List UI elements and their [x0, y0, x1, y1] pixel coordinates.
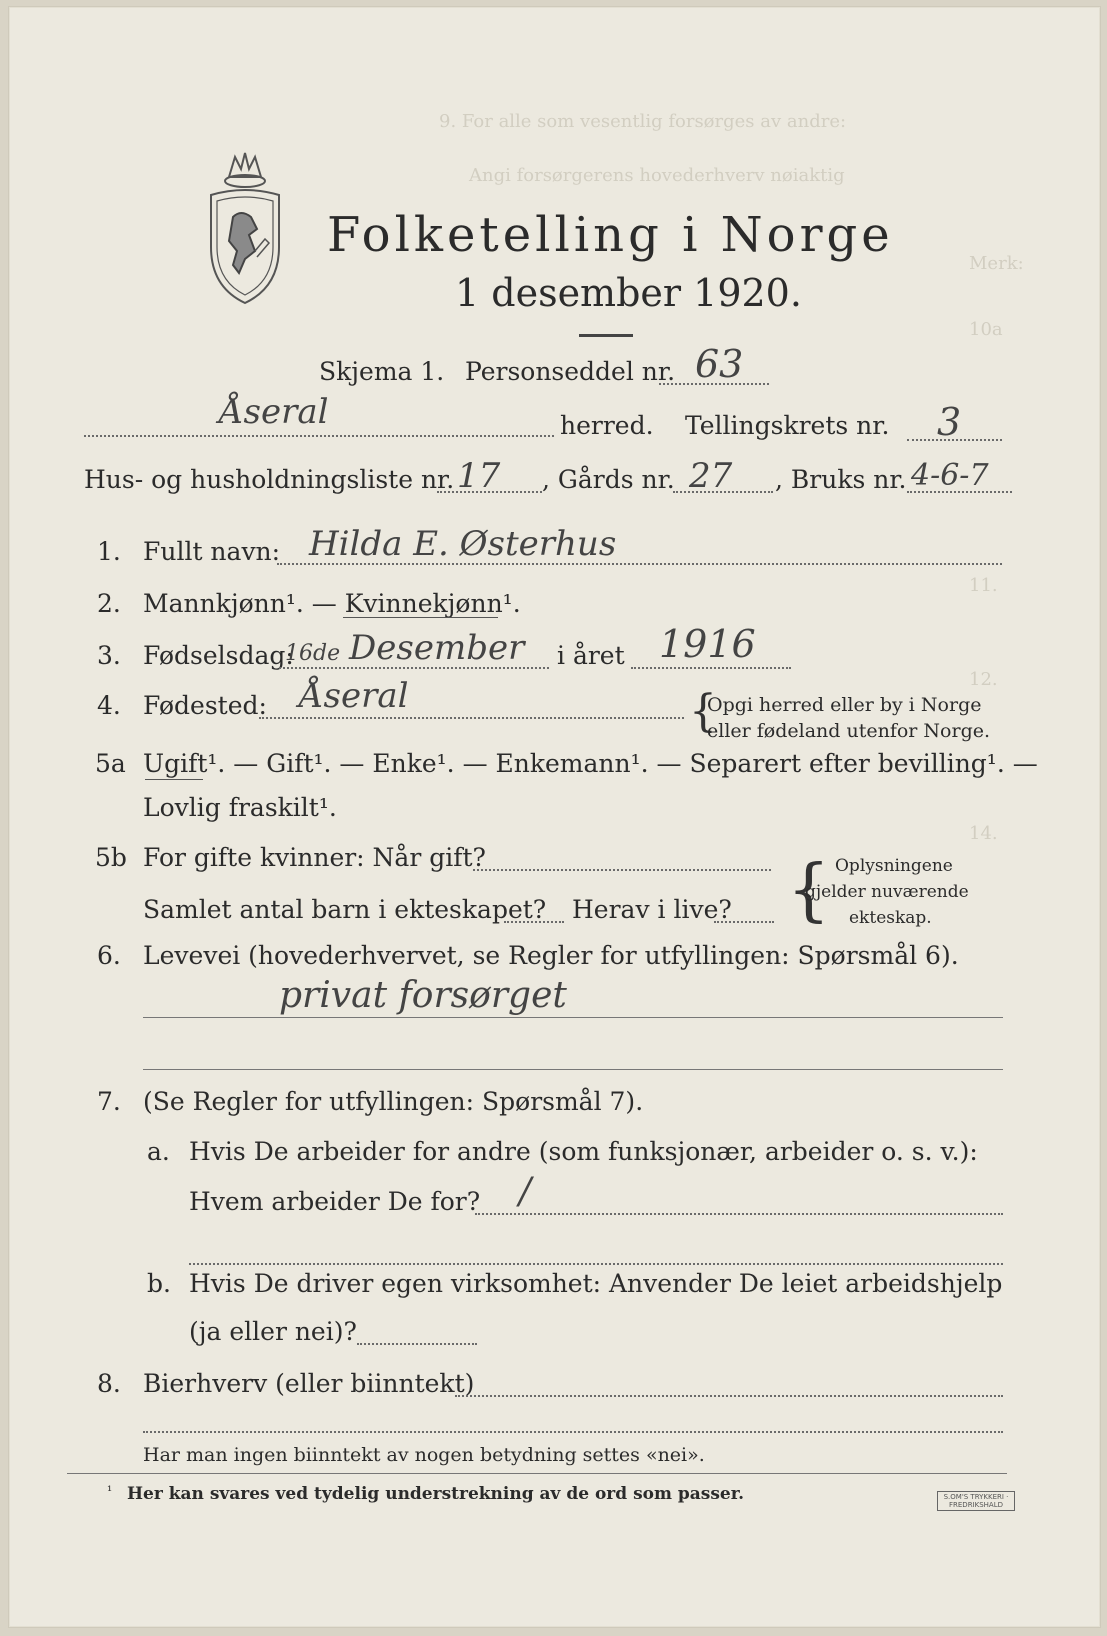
q6-number: 6. [97, 941, 121, 970]
biinntekt-note: Har man ingen biinntekt av nogen betydning settes «nei». [143, 1444, 705, 1466]
schema-label: Skjema 1. [319, 357, 445, 386]
q3-label: Fødselsdag: [143, 641, 294, 670]
q6-text: Levevei (hovederhvervet, se Regler for utfyllingen: Spørsmål 6). [143, 941, 959, 970]
q8-line [455, 1395, 1003, 1397]
q5a-line2: Lovlig fraskilt¹. [143, 793, 337, 822]
hus-value: 17 [457, 456, 501, 496]
q6-value: privat forsørget [279, 975, 567, 1016]
q4-note-line1: Opgi herred eller by i Norge [707, 694, 982, 716]
census-form [8, 6, 1101, 1628]
bleed-through-text: 10a [969, 319, 1003, 340]
footnote-mark: ¹ [107, 1484, 113, 1499]
q2-number: 2. [97, 589, 121, 618]
bleed-through-text: 14. [969, 823, 998, 844]
gards-label: , Gårds nr. [542, 465, 675, 494]
q4-label: Fødested: [143, 691, 267, 720]
q7a-value: / [519, 1171, 532, 1212]
q1-value: Hilda E. Østerhus [309, 524, 617, 564]
personseddel-value: 63 [695, 342, 744, 386]
q5b-note-line1: Oplysningene [835, 856, 953, 876]
tellingskrets-value: 3 [937, 400, 962, 444]
q7b-line2: (ja eller nei)? [189, 1317, 357, 1346]
q3-month-value: Desember [349, 628, 525, 668]
q4-line [259, 717, 684, 719]
q5a-line1: Ugift¹. — Gift¹. — Enke¹. — Enkemann¹. — Separert efter bevilling¹. — [143, 749, 1038, 778]
herred-line [84, 435, 554, 437]
q7b-line [357, 1343, 477, 1345]
hus-label: Hus- og husholdningsliste nr. [84, 465, 455, 494]
q8-extra-line [143, 1431, 1003, 1433]
q7a-line2: Hvem arbeider De for? [189, 1187, 481, 1216]
q4-number: 4. [97, 691, 121, 720]
tellingskrets-label: Tellingskrets nr. [685, 411, 890, 440]
q5a-number: 5a [95, 749, 126, 778]
q6-line2 [143, 1069, 1003, 1070]
q5b-line2a: Samlet antal barn i ekteskapet? [143, 895, 547, 924]
gards-value: 27 [689, 456, 733, 496]
q7-text: (Se Regler for utfyllingen: Spørsmål 7). [143, 1087, 644, 1116]
q3-year-line [631, 667, 791, 669]
q5b-line2b: Herav i live? [572, 895, 732, 924]
coat-of-arms-icon [199, 147, 291, 307]
q7a-number: a. [147, 1137, 170, 1166]
herred-label: herred. [560, 411, 654, 440]
q5b-brace: { [787, 851, 831, 930]
bleed-through-text: 12. [969, 669, 998, 690]
q5b-number: 5b [95, 843, 127, 872]
q4-brace: { [689, 686, 717, 737]
q8-number: 8. [97, 1369, 121, 1398]
q1-label: Fullt navn: [143, 537, 281, 566]
title-divider [579, 334, 633, 337]
q3-number: 3. [97, 641, 121, 670]
form-title: Folketelling i Norge [327, 207, 894, 263]
q5a-underline [145, 779, 203, 780]
bleed-through-text: Angi forsørgerens hovederhverv nøiaktig [469, 165, 845, 186]
bruks-value: 4-6-7 [911, 458, 989, 493]
q1-number: 1. [97, 537, 121, 566]
q7-number: 7. [97, 1087, 121, 1116]
q6-line1 [143, 1017, 1003, 1018]
bleed-through-text: 11. [969, 575, 998, 596]
q5b-note-line3: ekteskap. [849, 908, 932, 928]
bruks-label: , Bruks nr. [775, 465, 907, 494]
herred-value: Åseral [219, 392, 329, 432]
q5b-children-line [504, 921, 564, 923]
q7b-number: b. [147, 1269, 171, 1298]
q3-year-value: 1916 [659, 622, 756, 666]
q3-year-label: i året [557, 641, 625, 670]
q2-text: Mannkjønn¹. — Kvinnekjønn¹. [143, 589, 521, 618]
q5b-note-line2: gjelder nuværende [805, 882, 969, 902]
q4-value: Åseral [299, 676, 409, 716]
q4-note-line2: eller fødeland utenfor Norge. [707, 720, 991, 742]
q7a-extra-line [189, 1263, 1003, 1265]
q2-underline [343, 617, 498, 618]
footnote-divider [67, 1473, 1007, 1474]
printer-stamp: S.OM'S TRYKKERI · FREDRIKSHALD [937, 1491, 1015, 1511]
q7a-line [475, 1213, 1003, 1215]
q7a-line1: Hvis De arbeider for andre (som funksjonær, arbeider o. s. v.): [189, 1137, 978, 1166]
q5b-alive-line [714, 921, 774, 923]
q8-text: Bierhverv (eller biinntekt) [143, 1369, 475, 1398]
q5b-line1: For gifte kvinner: Når gift? [143, 843, 486, 872]
q7b-line1: Hvis De driver egen virksomhet: Anvender De leiet arbeidshjelp [189, 1269, 1003, 1298]
q3-day-value: 16de [285, 641, 341, 666]
personseddel-label: Personseddel nr. [465, 357, 676, 386]
census-date: 1 desember 1920. [455, 271, 802, 315]
bleed-through-text: Merk: [969, 253, 1024, 274]
footnote-text: Her kan svares ved tydelig understrekning av de ord som passer. [127, 1484, 745, 1504]
q5b-married-line [473, 869, 771, 871]
bleed-through-text: 9. For alle som vesentlig forsørges av andre: [439, 111, 847, 132]
